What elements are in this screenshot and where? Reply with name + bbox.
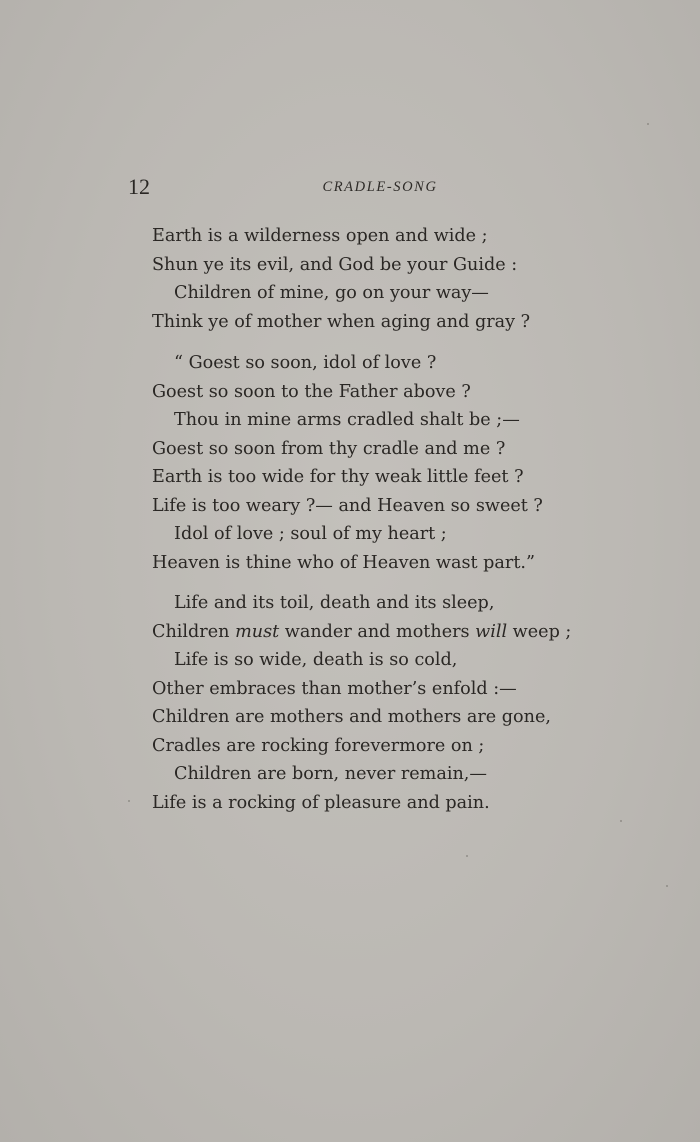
paper-speck	[666, 885, 668, 887]
verse-line: Idol of love ; soul of my heart ;	[174, 524, 447, 544]
stanza-break	[0, 577, 700, 589]
verse-line: Cradles are rocking forevermore on ;	[152, 735, 485, 756]
verse-fragment: Children	[152, 621, 236, 642]
verse-line: “ Goest so soon, idol of love ?	[174, 353, 437, 373]
verse-line: Shun ye its evil, and God be your Guide :	[152, 254, 518, 275]
verse-line: Goest so soon from thy cradle and me ?	[152, 438, 506, 459]
verse-line	[0, 618, 700, 647]
verse-line: Heaven is thine who of Heaven wast part.”	[152, 552, 535, 573]
page-number: 12	[128, 174, 150, 199]
paper-speck	[128, 800, 130, 802]
paper-speck	[647, 123, 649, 125]
verse-fragment: wander and mothers	[279, 621, 476, 642]
emphasized-word: will	[475, 621, 508, 642]
verse-line: Thou in mine arms cradled shalt be ;—	[174, 410, 520, 430]
verse-line: Earth is too wide for thy weak little feet ?	[152, 467, 524, 487]
verse-line: Children of mine, go on your way—	[174, 283, 489, 303]
stanza	[0, 349, 700, 577]
verse-line: Goest so soon to the Father above ?	[152, 381, 471, 402]
running-head: CRADLE-SONG	[322, 179, 438, 195]
page-header	[0, 172, 700, 202]
stanza	[0, 589, 700, 817]
verse-line: Other embraces than mother’s enfold :—	[152, 678, 517, 699]
stanza	[0, 222, 700, 336]
verse-line: Children are born, never remain,—	[174, 764, 487, 784]
paper-speck	[620, 820, 622, 822]
stanza-break	[0, 336, 700, 349]
poem-body	[0, 222, 700, 817]
verse-line: Life is so wide, death is so cold,	[174, 650, 458, 670]
emphasized-word: must	[235, 621, 280, 642]
verse-line: Children are mothers and mothers are gone,	[152, 707, 551, 727]
verse-line: Life is too weary ?— and Heaven so sweet ?	[152, 495, 543, 516]
verse-line: Earth is a wilderness open and wide ;	[152, 226, 488, 246]
verse-line: Life is a rocking of pleasure and pain.	[152, 792, 490, 813]
verse-fragment: weep ;	[507, 621, 572, 642]
paper-speck	[466, 855, 468, 857]
verse-line: Life and its toil, death and its sleep,	[174, 593, 495, 613]
verse-line: Think ye of mother when aging and gray ?	[152, 311, 531, 332]
